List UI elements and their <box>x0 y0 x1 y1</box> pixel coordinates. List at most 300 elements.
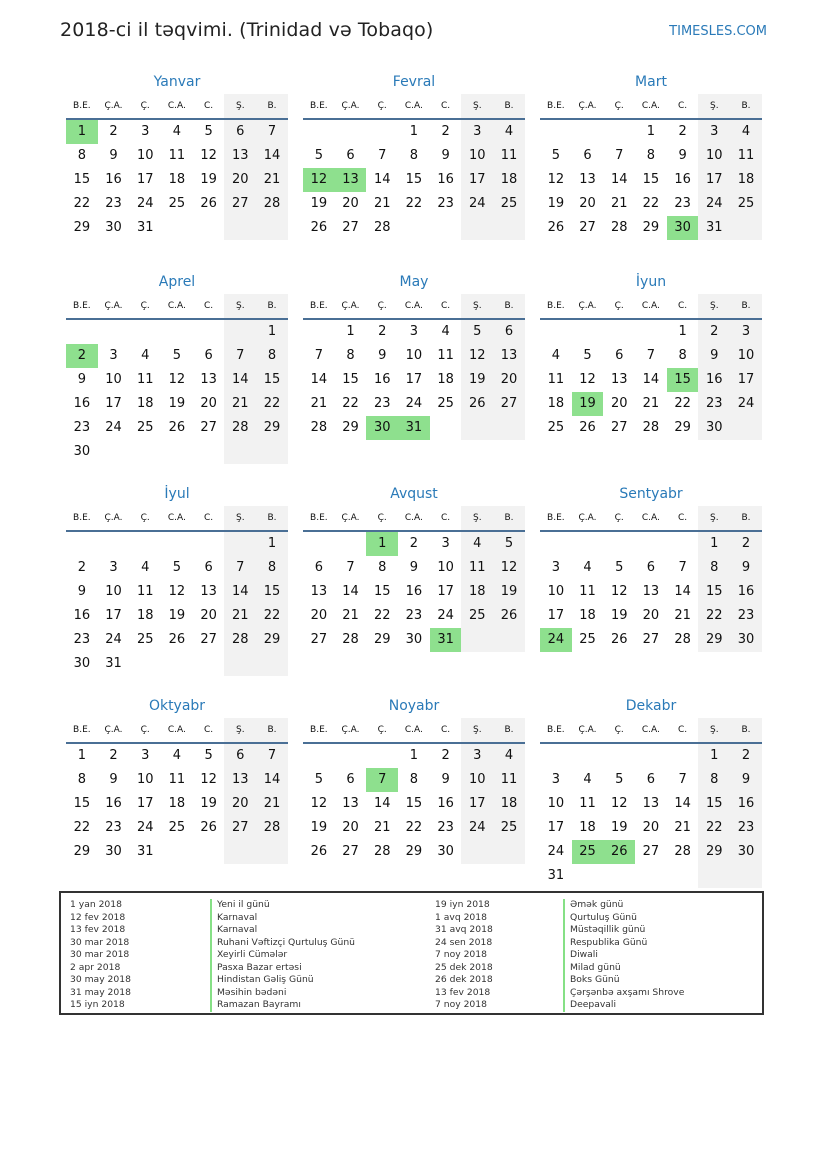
day-cell[interactable]: 1 <box>409 124 419 139</box>
day-cell[interactable]: 2 <box>441 124 450 139</box>
day-cell[interactable]: 2 <box>109 124 118 139</box>
day-cell[interactable]: 6 <box>646 772 656 787</box>
day-cell[interactable]: 18 <box>461 580 493 604</box>
day-cell[interactable]: 28 <box>674 844 691 859</box>
day-cell[interactable]: 25 <box>437 396 454 411</box>
day-cell[interactable]: 7 <box>646 348 656 363</box>
day-cell[interactable]: 2 <box>66 344 98 368</box>
day-cell[interactable]: 5 <box>493 532 525 556</box>
day-cell[interactable]: 19 <box>168 608 186 623</box>
day-cell[interactable]: 11 <box>493 768 525 792</box>
day-cell[interactable]: 5 <box>172 348 182 363</box>
day-cell[interactable]: 29 <box>256 628 288 652</box>
day-cell[interactable]: 16 <box>73 396 91 411</box>
day-cell[interactable]: 18 <box>136 396 154 411</box>
day-cell[interactable]: 26 <box>610 632 628 647</box>
day-cell[interactable]: 4 <box>172 124 182 139</box>
day-cell[interactable]: 13 <box>493 344 525 368</box>
day-cell[interactable]: 20 <box>610 396 628 411</box>
day-cell[interactable]: 19 <box>310 196 328 211</box>
day-cell[interactable]: 5 <box>314 772 323 787</box>
day-cell[interactable]: 6 <box>615 348 624 363</box>
day-cell[interactable]: 20 <box>224 792 256 816</box>
day-cell[interactable]: 22 <box>698 604 730 628</box>
day-cell[interactable]: 9 <box>109 772 118 787</box>
day-cell[interactable]: 17 <box>437 584 454 599</box>
day-cell[interactable]: 19 <box>200 172 217 187</box>
day-cell[interactable]: 12 <box>610 584 628 599</box>
day-cell[interactable]: 19 <box>610 608 628 623</box>
day-cell[interactable]: 16 <box>730 580 762 604</box>
day-cell[interactable]: 14 <box>674 796 691 811</box>
day-cell[interactable]: 2 <box>409 536 419 551</box>
day-cell[interactable]: 1 <box>366 532 398 556</box>
day-cell[interactable]: 24 <box>437 608 454 623</box>
day-cell[interactable]: 11 <box>579 584 596 599</box>
day-cell[interactable]: 26 <box>493 604 525 628</box>
day-cell[interactable]: 6 <box>493 320 525 344</box>
day-cell[interactable]: 26 <box>547 220 565 235</box>
day-cell[interactable]: 26 <box>579 420 596 435</box>
day-cell[interactable]: 1 <box>678 324 687 339</box>
day-cell[interactable]: 14 <box>224 368 256 392</box>
day-cell[interactable]: 8 <box>77 148 86 163</box>
day-cell[interactable]: 15 <box>405 796 423 811</box>
day-cell[interactable]: 31 <box>698 216 730 240</box>
day-cell[interactable]: 12 <box>200 148 217 163</box>
day-cell[interactable]: 29 <box>405 844 423 859</box>
day-cell[interactable]: 1 <box>256 320 288 344</box>
day-cell[interactable]: 9 <box>730 556 762 580</box>
day-cell[interactable]: 24 <box>105 420 122 435</box>
day-cell[interactable]: 20 <box>579 196 596 211</box>
day-cell[interactable]: 22 <box>674 396 691 411</box>
day-cell[interactable]: 23 <box>73 632 91 647</box>
day-cell[interactable]: 19 <box>493 580 525 604</box>
day-cell[interactable]: 24 <box>698 192 730 216</box>
day-cell[interactable]: 31 <box>430 628 462 652</box>
day-cell[interactable]: 21 <box>342 608 359 623</box>
day-cell[interactable]: 1 <box>698 532 730 556</box>
day-cell[interactable]: 12 <box>168 584 186 599</box>
day-cell[interactable]: 11 <box>136 372 154 387</box>
day-cell[interactable]: 30 <box>698 416 730 440</box>
day-cell[interactable]: 8 <box>378 560 387 575</box>
day-cell[interactable]: 5 <box>204 748 213 763</box>
day-cell[interactable]: 16 <box>105 172 122 187</box>
day-cell[interactable]: 22 <box>256 604 288 628</box>
day-cell[interactable]: 28 <box>224 628 256 652</box>
day-cell[interactable]: 25 <box>493 816 525 840</box>
day-cell[interactable]: 16 <box>730 792 762 816</box>
day-cell[interactable]: 18 <box>493 792 525 816</box>
day-cell[interactable]: 19 <box>310 820 328 835</box>
day-cell[interactable]: 13 <box>224 768 256 792</box>
day-cell[interactable]: 18 <box>493 168 525 192</box>
day-cell[interactable]: 15 <box>642 172 660 187</box>
day-cell[interactable]: 29 <box>642 220 660 235</box>
day-cell[interactable]: 21 <box>373 196 391 211</box>
day-cell[interactable]: 19 <box>547 196 565 211</box>
day-cell[interactable]: 7 <box>256 744 288 768</box>
day-cell[interactable]: 11 <box>461 556 493 580</box>
day-cell[interactable]: 3 <box>141 124 150 139</box>
day-cell[interactable]: 7 <box>678 772 687 787</box>
day-cell[interactable]: 3 <box>441 536 450 551</box>
day-cell[interactable]: 3 <box>698 120 730 144</box>
day-cell[interactable]: 4 <box>141 348 150 363</box>
day-cell[interactable]: 17 <box>547 608 565 623</box>
day-cell[interactable]: 6 <box>224 120 256 144</box>
day-cell[interactable]: 30 <box>730 840 762 864</box>
day-cell[interactable]: 13 <box>335 168 367 192</box>
day-cell[interactable]: 20 <box>200 396 217 411</box>
day-cell[interactable]: 2 <box>678 124 687 139</box>
day-cell[interactable]: 26 <box>168 420 186 435</box>
day-cell[interactable]: 5 <box>204 124 213 139</box>
day-cell[interactable]: 20 <box>224 168 256 192</box>
day-cell[interactable]: 13 <box>342 796 359 811</box>
day-cell[interactable]: 13 <box>610 372 628 387</box>
day-cell[interactable]: 17 <box>730 368 762 392</box>
day-cell[interactable]: 14 <box>610 172 628 187</box>
day-cell[interactable]: 31 <box>136 844 154 859</box>
day-cell[interactable]: 6 <box>346 148 355 163</box>
day-cell[interactable]: 3 <box>141 748 150 763</box>
day-cell[interactable]: 24 <box>405 396 423 411</box>
day-cell[interactable]: 14 <box>310 372 328 387</box>
day-cell[interactable]: 15 <box>73 172 91 187</box>
day-cell[interactable]: 18 <box>579 820 596 835</box>
day-cell[interactable]: 4 <box>551 348 560 363</box>
day-cell[interactable]: 7 <box>256 120 288 144</box>
day-cell[interactable]: 10 <box>136 148 154 163</box>
day-cell[interactable]: 27 <box>224 192 256 216</box>
day-cell[interactable]: 31 <box>547 868 565 883</box>
day-cell[interactable]: 22 <box>405 196 423 211</box>
day-cell[interactable]: 8 <box>698 768 730 792</box>
day-cell[interactable]: 28 <box>373 844 391 859</box>
day-cell[interactable]: 19 <box>200 796 217 811</box>
day-cell[interactable]: 2 <box>378 324 387 339</box>
day-cell[interactable]: 2 <box>698 320 730 344</box>
day-cell[interactable]: 27 <box>200 632 217 647</box>
day-cell[interactable]: 3 <box>409 324 419 339</box>
day-cell[interactable]: 20 <box>493 368 525 392</box>
day-cell[interactable]: 23 <box>405 608 423 623</box>
day-cell[interactable]: 18 <box>437 372 454 387</box>
day-cell[interactable]: 30 <box>667 216 699 240</box>
day-cell[interactable]: 9 <box>77 584 86 599</box>
day-cell[interactable]: 8 <box>678 348 687 363</box>
day-cell[interactable]: 30 <box>437 844 454 859</box>
day-cell[interactable]: 16 <box>674 172 691 187</box>
day-cell[interactable]: 23 <box>73 420 91 435</box>
day-cell[interactable]: 28 <box>310 420 328 435</box>
day-cell[interactable]: 23 <box>105 820 122 835</box>
day-cell[interactable]: 30 <box>405 632 423 647</box>
day-cell[interactable]: 9 <box>698 344 730 368</box>
day-cell[interactable]: 11 <box>168 148 186 163</box>
day-cell[interactable]: 29 <box>373 632 391 647</box>
day-cell[interactable]: 15 <box>405 172 423 187</box>
day-cell[interactable]: 16 <box>73 608 91 623</box>
day-cell[interactable]: 27 <box>642 844 660 859</box>
day-cell[interactable]: 7 <box>615 148 624 163</box>
day-cell[interactable]: 8 <box>346 348 355 363</box>
day-cell[interactable]: 5 <box>314 148 323 163</box>
day-cell[interactable]: 6 <box>346 772 355 787</box>
day-cell[interactable]: 26 <box>310 220 328 235</box>
day-cell[interactable]: 15 <box>667 368 699 392</box>
day-cell[interactable]: 23 <box>698 392 730 416</box>
day-cell[interactable]: 27 <box>342 220 359 235</box>
day-cell[interactable]: 30 <box>730 628 762 652</box>
day-cell[interactable]: 17 <box>547 820 565 835</box>
day-cell[interactable]: 23 <box>437 196 454 211</box>
day-cell[interactable]: 10 <box>105 584 122 599</box>
day-cell[interactable]: 13 <box>642 584 660 599</box>
day-cell[interactable]: 18 <box>168 172 186 187</box>
day-cell[interactable]: 17 <box>105 396 122 411</box>
day-cell[interactable]: 2 <box>730 532 762 556</box>
day-cell[interactable]: 29 <box>698 840 730 864</box>
day-cell[interactable]: 21 <box>373 820 391 835</box>
day-cell[interactable]: 19 <box>461 368 493 392</box>
day-cell[interactable]: 25 <box>136 420 154 435</box>
day-cell[interactable]: 26 <box>310 844 328 859</box>
day-cell[interactable]: 26 <box>200 196 217 211</box>
day-cell[interactable]: 11 <box>437 348 454 363</box>
day-cell[interactable]: 29 <box>73 844 91 859</box>
day-cell[interactable]: 15 <box>342 372 359 387</box>
day-cell[interactable]: 14 <box>373 172 391 187</box>
day-cell[interactable]: 4 <box>730 120 762 144</box>
day-cell[interactable]: 13 <box>642 796 660 811</box>
day-cell[interactable]: 24 <box>461 192 493 216</box>
day-cell[interactable]: 19 <box>572 392 604 416</box>
day-cell[interactable]: 1 <box>698 744 730 768</box>
day-cell[interactable]: 29 <box>674 420 691 435</box>
day-cell[interactable]: 9 <box>109 148 118 163</box>
day-cell[interactable]: 22 <box>73 196 91 211</box>
day-cell[interactable]: 1 <box>409 748 419 763</box>
day-cell[interactable]: 7 <box>224 556 256 580</box>
day-cell[interactable]: 10 <box>105 372 122 387</box>
day-cell[interactable]: 31 <box>105 656 122 671</box>
day-cell[interactable]: 9 <box>77 372 86 387</box>
day-cell[interactable]: 28 <box>342 632 359 647</box>
day-cell[interactable]: 29 <box>698 628 730 652</box>
day-cell[interactable]: 15 <box>698 792 730 816</box>
day-cell[interactable]: 9 <box>409 560 419 575</box>
day-cell[interactable]: 16 <box>437 172 454 187</box>
day-cell[interactable]: 9 <box>378 348 387 363</box>
day-cell[interactable]: 12 <box>547 172 565 187</box>
day-cell[interactable]: 3 <box>109 560 118 575</box>
day-cell[interactable]: 29 <box>342 420 359 435</box>
day-cell[interactable]: 18 <box>579 608 596 623</box>
day-cell[interactable]: 25 <box>168 820 186 835</box>
day-cell[interactable]: 14 <box>256 768 288 792</box>
day-cell[interactable]: 14 <box>373 796 391 811</box>
day-cell[interactable]: 19 <box>168 396 186 411</box>
day-cell[interactable]: 30 <box>366 416 398 440</box>
day-cell[interactable]: 12 <box>610 796 628 811</box>
day-cell[interactable]: 4 <box>583 772 592 787</box>
day-cell[interactable]: 24 <box>730 392 762 416</box>
day-cell[interactable]: 5 <box>583 348 592 363</box>
day-cell[interactable]: 4 <box>441 324 450 339</box>
day-cell[interactable]: 27 <box>200 420 217 435</box>
day-cell[interactable]: 27 <box>642 632 660 647</box>
day-cell[interactable]: 20 <box>642 608 660 623</box>
day-cell[interactable]: 11 <box>136 584 154 599</box>
day-cell[interactable]: 25 <box>579 632 596 647</box>
day-cell[interactable]: 26 <box>200 820 217 835</box>
day-cell[interactable]: 30 <box>73 656 91 671</box>
day-cell[interactable]: 31 <box>398 416 430 440</box>
day-cell[interactable]: 10 <box>461 144 493 168</box>
day-cell[interactable]: 1 <box>77 748 86 763</box>
day-cell[interactable]: 11 <box>493 144 525 168</box>
day-cell[interactable]: 13 <box>200 372 217 387</box>
day-cell[interactable]: 17 <box>405 372 423 387</box>
day-cell[interactable]: 7 <box>678 560 687 575</box>
day-cell[interactable]: 4 <box>172 748 182 763</box>
day-cell[interactable]: 23 <box>437 820 454 835</box>
day-cell[interactable]: 27 <box>610 420 628 435</box>
day-cell[interactable]: 2 <box>441 748 450 763</box>
day-cell[interactable]: 12 <box>303 168 335 192</box>
day-cell[interactable]: 16 <box>373 372 391 387</box>
day-cell[interactable]: 22 <box>342 396 359 411</box>
day-cell[interactable]: 23 <box>105 196 122 211</box>
day-cell[interactable]: 12 <box>310 796 328 811</box>
day-cell[interactable]: 7 <box>378 148 387 163</box>
day-cell[interactable]: 22 <box>73 820 91 835</box>
day-cell[interactable]: 10 <box>547 584 565 599</box>
day-cell[interactable]: 5 <box>615 772 624 787</box>
day-cell[interactable]: 17 <box>105 608 122 623</box>
day-cell[interactable]: 11 <box>168 772 186 787</box>
day-cell[interactable]: 26 <box>461 392 493 416</box>
day-cell[interactable]: 6 <box>646 560 656 575</box>
day-cell[interactable]: 2 <box>77 560 86 575</box>
day-cell[interactable]: 15 <box>256 580 288 604</box>
day-cell[interactable]: 27 <box>342 844 359 859</box>
day-cell[interactable]: 24 <box>136 196 154 211</box>
day-cell[interactable]: 28 <box>674 632 691 647</box>
day-cell[interactable]: 17 <box>136 796 154 811</box>
day-cell[interactable]: 21 <box>224 604 256 628</box>
day-cell[interactable]: 3 <box>461 120 493 144</box>
day-cell[interactable]: 21 <box>610 196 628 211</box>
day-cell[interactable]: 20 <box>200 608 217 623</box>
day-cell[interactable]: 17 <box>698 168 730 192</box>
day-cell[interactable]: 25 <box>461 604 493 628</box>
day-cell[interactable]: 27 <box>579 220 596 235</box>
day-cell[interactable]: 25 <box>572 840 604 864</box>
day-cell[interactable]: 29 <box>73 220 91 235</box>
day-cell[interactable]: 20 <box>342 820 359 835</box>
day-cell[interactable]: 13 <box>579 172 596 187</box>
day-cell[interactable]: 9 <box>678 148 687 163</box>
day-cell[interactable]: 22 <box>698 816 730 840</box>
day-cell[interactable]: 4 <box>583 560 592 575</box>
day-cell[interactable]: 21 <box>642 396 660 411</box>
day-cell[interactable]: 13 <box>224 144 256 168</box>
day-cell[interactable]: 7 <box>314 348 323 363</box>
day-cell[interactable]: 28 <box>256 816 288 840</box>
day-cell[interactable]: 21 <box>674 608 691 623</box>
day-cell[interactable]: 15 <box>256 368 288 392</box>
day-cell[interactable]: 23 <box>674 196 691 211</box>
day-cell[interactable]: 2 <box>109 748 118 763</box>
day-cell[interactable]: 25 <box>136 632 154 647</box>
day-cell[interactable]: 16 <box>105 796 122 811</box>
day-cell[interactable]: 27 <box>310 632 328 647</box>
day-cell[interactable]: 17 <box>461 792 493 816</box>
day-cell[interactable]: 15 <box>73 796 91 811</box>
day-cell[interactable]: 5 <box>615 560 624 575</box>
day-cell[interactable]: 5 <box>551 148 560 163</box>
day-cell[interactable]: 12 <box>200 772 217 787</box>
day-cell[interactable]: 6 <box>314 560 323 575</box>
day-cell[interactable]: 22 <box>373 608 391 623</box>
day-cell[interactable]: 10 <box>405 348 423 363</box>
day-cell[interactable]: 23 <box>730 604 762 628</box>
day-cell[interactable]: 18 <box>547 396 565 411</box>
day-cell[interactable]: 15 <box>373 584 391 599</box>
day-cell[interactable]: 3 <box>551 772 560 787</box>
day-cell[interactable]: 18 <box>136 608 154 623</box>
day-cell[interactable]: 3 <box>551 560 560 575</box>
day-cell[interactable]: 9 <box>730 768 762 792</box>
day-cell[interactable]: 28 <box>610 220 628 235</box>
day-cell[interactable]: 14 <box>256 144 288 168</box>
day-cell[interactable]: 24 <box>105 632 122 647</box>
day-cell[interactable]: 13 <box>310 584 328 599</box>
day-cell[interactable]: 16 <box>698 368 730 392</box>
day-cell[interactable]: 12 <box>168 372 186 387</box>
day-cell[interactable]: 26 <box>168 632 186 647</box>
day-cell[interactable]: 17 <box>136 172 154 187</box>
day-cell[interactable]: 8 <box>256 344 288 368</box>
day-cell[interactable]: 23 <box>373 396 391 411</box>
day-cell[interactable]: 20 <box>642 820 660 835</box>
day-cell[interactable]: 31 <box>136 220 154 235</box>
day-cell[interactable]: 10 <box>437 560 454 575</box>
day-cell[interactable]: 4 <box>493 744 525 768</box>
day-cell[interactable]: 22 <box>405 820 423 835</box>
day-cell[interactable]: 8 <box>409 148 419 163</box>
day-cell[interactable]: 3 <box>109 348 118 363</box>
day-cell[interactable]: 6 <box>583 148 592 163</box>
day-cell[interactable]: 9 <box>441 772 450 787</box>
day-cell[interactable]: 22 <box>642 196 660 211</box>
day-cell[interactable]: 6 <box>204 560 213 575</box>
day-cell[interactable]: 5 <box>172 560 182 575</box>
day-cell[interactable]: 24 <box>136 820 154 835</box>
day-cell[interactable]: 16 <box>405 584 423 599</box>
day-cell[interactable]: 26 <box>603 840 635 864</box>
day-cell[interactable]: 29 <box>256 416 288 440</box>
day-cell[interactable]: 28 <box>373 220 391 235</box>
day-cell[interactable]: 4 <box>141 560 150 575</box>
day-cell[interactable]: 1 <box>346 324 355 339</box>
day-cell[interactable]: 10 <box>730 344 762 368</box>
